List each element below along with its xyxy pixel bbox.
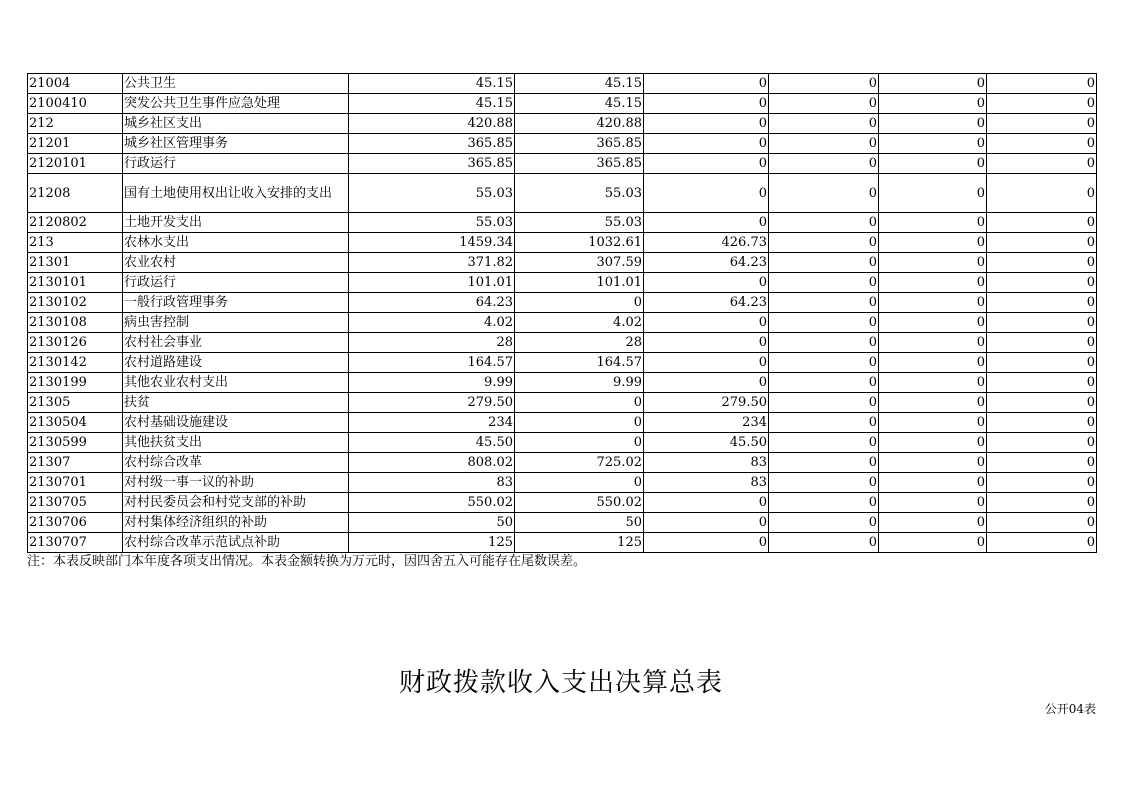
table-row bbox=[28, 74, 1097, 94]
table-row bbox=[28, 433, 1097, 453]
table-row bbox=[28, 493, 1097, 513]
table-row bbox=[28, 134, 1097, 154]
amount-cell: 0 bbox=[879, 154, 987, 174]
table-row bbox=[28, 513, 1097, 533]
subject-name-cell: 农业农村 bbox=[123, 253, 349, 273]
amount-cell: 0 bbox=[879, 253, 987, 273]
amount-cell: 0 bbox=[515, 433, 644, 453]
amount-cell: 0 bbox=[879, 134, 987, 154]
amount-cell: 28 bbox=[349, 333, 515, 353]
amount-cell: 426.73 bbox=[644, 233, 769, 253]
subject-code-cell: 2100410 bbox=[28, 94, 123, 114]
table-row bbox=[28, 293, 1097, 313]
amount-cell: 0 bbox=[987, 513, 1097, 533]
amount-cell: 0 bbox=[769, 453, 879, 473]
amount-cell: 0 bbox=[987, 134, 1097, 154]
subject-code-cell: 2130705 bbox=[28, 493, 123, 513]
table-row bbox=[28, 154, 1097, 174]
amount-cell: 0 bbox=[987, 74, 1097, 94]
amount-cell: 45.50 bbox=[349, 433, 515, 453]
amount-cell: 9.99 bbox=[515, 373, 644, 393]
subject-name-cell: 其他扶贫支出 bbox=[123, 433, 349, 453]
amount-cell: 0 bbox=[644, 353, 769, 373]
amount-cell: 0 bbox=[879, 413, 987, 433]
amount-cell: 55.03 bbox=[515, 213, 644, 233]
subject-name-cell: 其他农业农村支出 bbox=[123, 373, 349, 393]
amount-cell: 125 bbox=[515, 533, 644, 553]
table-row bbox=[28, 174, 1097, 213]
amount-cell: 234 bbox=[644, 413, 769, 433]
amount-cell: 45.15 bbox=[515, 74, 644, 94]
amount-cell: 365.85 bbox=[349, 154, 515, 174]
amount-cell: 0 bbox=[987, 313, 1097, 333]
amount-cell: 0 bbox=[987, 453, 1097, 473]
amount-cell: 0 bbox=[987, 493, 1097, 513]
table-row bbox=[28, 114, 1097, 134]
amount-cell: 0 bbox=[987, 253, 1097, 273]
amount-cell: 0 bbox=[769, 213, 879, 233]
subject-code-cell: 2130101 bbox=[28, 273, 123, 293]
amount-cell: 0 bbox=[987, 393, 1097, 413]
amount-cell: 0 bbox=[769, 233, 879, 253]
amount-cell: 420.88 bbox=[349, 114, 515, 134]
amount-cell: 0 bbox=[987, 94, 1097, 114]
subject-name-cell: 城乡社区管理事务 bbox=[123, 134, 349, 154]
amount-cell: 0 bbox=[769, 353, 879, 373]
subject-code-cell: 2120101 bbox=[28, 154, 123, 174]
subject-code-cell: 2120802 bbox=[28, 213, 123, 233]
subject-name-cell: 对村级一事一议的补助 bbox=[123, 473, 349, 493]
amount-cell: 0 bbox=[987, 413, 1097, 433]
amount-cell: 45.50 bbox=[644, 433, 769, 453]
amount-cell: 0 bbox=[769, 253, 879, 273]
amount-cell: 45.15 bbox=[349, 94, 515, 114]
amount-cell: 0 bbox=[987, 154, 1097, 174]
subject-name-cell: 公共卫生 bbox=[123, 74, 349, 94]
amount-cell: 550.02 bbox=[515, 493, 644, 513]
table-row bbox=[28, 533, 1097, 553]
amount-cell: 0 bbox=[879, 453, 987, 473]
amount-cell: 0 bbox=[769, 114, 879, 134]
next-table-title: 财政拨款收入支出决算总表 bbox=[398, 668, 723, 698]
amount-cell: 28 bbox=[515, 333, 644, 353]
amount-cell: 0 bbox=[879, 333, 987, 353]
table-row bbox=[28, 233, 1097, 253]
amount-cell: 64.23 bbox=[644, 253, 769, 273]
amount-cell: 0 bbox=[644, 74, 769, 94]
subject-code-cell: 2130706 bbox=[28, 513, 123, 533]
amount-cell: 0 bbox=[987, 114, 1097, 134]
subject-name-cell: 病虫害控制 bbox=[123, 313, 349, 333]
amount-cell: 0 bbox=[769, 393, 879, 413]
table-row bbox=[28, 253, 1097, 273]
amount-cell: 125 bbox=[349, 533, 515, 553]
amount-cell: 101.01 bbox=[349, 273, 515, 293]
subject-code-cell: 21208 bbox=[28, 174, 123, 213]
subject-code-cell: 2130126 bbox=[28, 333, 123, 353]
subject-code-cell: 21301 bbox=[28, 253, 123, 273]
amount-cell: 0 bbox=[644, 333, 769, 353]
amount-cell: 0 bbox=[987, 273, 1097, 293]
amount-cell: 0 bbox=[644, 174, 769, 213]
amount-cell: 9.99 bbox=[349, 373, 515, 393]
amount-cell: 0 bbox=[515, 473, 644, 493]
amount-cell: 0 bbox=[515, 413, 644, 433]
table-body bbox=[28, 74, 1097, 553]
subject-name-cell: 农村道路建设 bbox=[123, 353, 349, 373]
amount-cell: 0 bbox=[987, 473, 1097, 493]
amount-cell: 0 bbox=[515, 293, 644, 313]
amount-cell: 0 bbox=[769, 134, 879, 154]
amount-cell: 0 bbox=[879, 493, 987, 513]
amount-cell: 0 bbox=[879, 233, 987, 253]
amount-cell: 0 bbox=[987, 174, 1097, 213]
subject-code-cell: 2130102 bbox=[28, 293, 123, 313]
amount-cell: 0 bbox=[644, 373, 769, 393]
subject-code-cell: 2130504 bbox=[28, 413, 123, 433]
table-row bbox=[28, 473, 1097, 493]
amount-cell: 0 bbox=[644, 114, 769, 134]
subject-code-cell: 2130599 bbox=[28, 433, 123, 453]
amount-cell: 307.59 bbox=[515, 253, 644, 273]
amount-cell: 0 bbox=[879, 533, 987, 553]
amount-cell: 50 bbox=[349, 513, 515, 533]
amount-cell: 0 bbox=[644, 134, 769, 154]
amount-cell: 0 bbox=[644, 273, 769, 293]
amount-cell: 0 bbox=[769, 433, 879, 453]
amount-cell: 0 bbox=[879, 293, 987, 313]
amount-cell: 0 bbox=[987, 353, 1097, 373]
amount-cell: 0 bbox=[987, 433, 1097, 453]
table-row bbox=[28, 313, 1097, 333]
subject-code-cell: 21004 bbox=[28, 74, 123, 94]
subject-code-cell: 212 bbox=[28, 114, 123, 134]
amount-cell: 0 bbox=[769, 74, 879, 94]
amount-cell: 4.02 bbox=[349, 313, 515, 333]
form-number: 公开04表 bbox=[1044, 702, 1096, 716]
amount-cell: 0 bbox=[769, 94, 879, 114]
subject-name-cell: 土地开发支出 bbox=[123, 213, 349, 233]
amount-cell: 0 bbox=[879, 433, 987, 453]
amount-cell: 0 bbox=[879, 114, 987, 134]
amount-cell: 0 bbox=[644, 533, 769, 553]
subject-name-cell: 农村综合改革示范试点补助 bbox=[123, 533, 349, 553]
amount-cell: 83 bbox=[349, 473, 515, 493]
amount-cell: 0 bbox=[644, 154, 769, 174]
subject-name-cell: 行政运行 bbox=[123, 273, 349, 293]
amount-cell: 0 bbox=[769, 513, 879, 533]
amount-cell: 725.02 bbox=[515, 453, 644, 473]
amount-cell: 0 bbox=[769, 313, 879, 333]
amount-cell: 365.85 bbox=[515, 154, 644, 174]
amount-cell: 164.57 bbox=[515, 353, 644, 373]
amount-cell: 0 bbox=[769, 373, 879, 393]
amount-cell: 164.57 bbox=[349, 353, 515, 373]
amount-cell: 55.03 bbox=[515, 174, 644, 213]
subject-code-cell: 2130707 bbox=[28, 533, 123, 553]
subject-code-cell: 2130108 bbox=[28, 313, 123, 333]
amount-cell: 0 bbox=[879, 373, 987, 393]
amount-cell: 64.23 bbox=[644, 293, 769, 313]
subject-name-cell: 一般行政管理事务 bbox=[123, 293, 349, 313]
subject-name-cell: 农村社会事业 bbox=[123, 333, 349, 353]
table-row bbox=[28, 453, 1097, 473]
amount-cell: 0 bbox=[769, 174, 879, 213]
amount-cell: 55.03 bbox=[349, 174, 515, 213]
subject-name-cell: 扶贫 bbox=[123, 393, 349, 413]
subject-code-cell: 21307 bbox=[28, 453, 123, 473]
table-row bbox=[28, 94, 1097, 114]
amount-cell: 0 bbox=[879, 94, 987, 114]
amount-cell: 50 bbox=[515, 513, 644, 533]
amount-cell: 45.15 bbox=[349, 74, 515, 94]
subject-code-cell: 2130701 bbox=[28, 473, 123, 493]
subject-code-cell: 2130199 bbox=[28, 373, 123, 393]
amount-cell: 0 bbox=[987, 293, 1097, 313]
amount-cell: 550.02 bbox=[349, 493, 515, 513]
subject-code-cell: 21305 bbox=[28, 393, 123, 413]
amount-cell: 420.88 bbox=[515, 114, 644, 134]
amount-cell: 101.01 bbox=[515, 273, 644, 293]
amount-cell: 365.85 bbox=[349, 134, 515, 154]
amount-cell: 0 bbox=[879, 74, 987, 94]
subject-name-cell: 对村集体经济组织的补助 bbox=[123, 513, 349, 533]
amount-cell: 0 bbox=[987, 233, 1097, 253]
subject-code-cell: 2130142 bbox=[28, 353, 123, 373]
subject-name-cell: 农村基础设施建设 bbox=[123, 413, 349, 433]
table-row bbox=[28, 353, 1097, 373]
amount-cell: 0 bbox=[644, 513, 769, 533]
subject-code-cell: 21201 bbox=[28, 134, 123, 154]
amount-cell: 0 bbox=[879, 174, 987, 213]
amount-cell: 83 bbox=[644, 453, 769, 473]
amount-cell: 0 bbox=[987, 333, 1097, 353]
amount-cell: 0 bbox=[879, 393, 987, 413]
amount-cell: 279.50 bbox=[644, 393, 769, 413]
subject-name-cell: 突发公共卫生事件应急处理 bbox=[123, 94, 349, 114]
amount-cell: 1459.34 bbox=[349, 233, 515, 253]
amount-cell: 0 bbox=[769, 493, 879, 513]
amount-cell: 0 bbox=[769, 154, 879, 174]
amount-cell: 0 bbox=[769, 533, 879, 553]
subject-name-cell: 国有土地使用权出让收入安排的支出 bbox=[123, 174, 349, 213]
amount-cell: 0 bbox=[879, 313, 987, 333]
subject-name-cell: 对村民委员会和村党支部的补助 bbox=[123, 493, 349, 513]
table-row bbox=[28, 213, 1097, 233]
amount-cell: 234 bbox=[349, 413, 515, 433]
amount-cell: 0 bbox=[769, 273, 879, 293]
amount-cell: 0 bbox=[879, 353, 987, 373]
amount-cell: 0 bbox=[515, 393, 644, 413]
amount-cell: 0 bbox=[879, 473, 987, 493]
amount-cell: 808.02 bbox=[349, 453, 515, 473]
amount-cell: 0 bbox=[644, 493, 769, 513]
amount-cell: 0 bbox=[987, 213, 1097, 233]
amount-cell: 0 bbox=[769, 473, 879, 493]
amount-cell: 0 bbox=[987, 373, 1097, 393]
expenditure-table bbox=[27, 73, 1097, 553]
table-row bbox=[28, 393, 1097, 413]
subject-code-cell: 213 bbox=[28, 233, 123, 253]
amount-cell: 365.85 bbox=[515, 134, 644, 154]
subject-name-cell: 农林水支出 bbox=[123, 233, 349, 253]
table-row bbox=[28, 273, 1097, 293]
amount-cell: 0 bbox=[644, 94, 769, 114]
subject-name-cell: 行政运行 bbox=[123, 154, 349, 174]
amount-cell: 83 bbox=[644, 473, 769, 493]
amount-cell: 0 bbox=[879, 513, 987, 533]
subject-name-cell: 农村综合改革 bbox=[123, 453, 349, 473]
amount-cell: 0 bbox=[987, 533, 1097, 553]
table-note: 注：本表反映部门本年度各项支出情况。本表金额转换为万元时，因四舍五入可能存在尾数误差。 bbox=[27, 554, 587, 569]
amount-cell: 0 bbox=[769, 413, 879, 433]
table-row bbox=[28, 333, 1097, 353]
amount-cell: 0 bbox=[879, 273, 987, 293]
amount-cell: 371.82 bbox=[349, 253, 515, 273]
amount-cell: 0 bbox=[644, 213, 769, 233]
subject-name-cell: 城乡社区支出 bbox=[123, 114, 349, 134]
amount-cell: 64.23 bbox=[349, 293, 515, 313]
amount-cell: 0 bbox=[644, 313, 769, 333]
table-row bbox=[28, 373, 1097, 393]
amount-cell: 45.15 bbox=[515, 94, 644, 114]
amount-cell: 0 bbox=[769, 333, 879, 353]
amount-cell: 279.50 bbox=[349, 393, 515, 413]
amount-cell: 0 bbox=[879, 213, 987, 233]
amount-cell: 0 bbox=[769, 293, 879, 313]
amount-cell: 55.03 bbox=[349, 213, 515, 233]
table-row bbox=[28, 413, 1097, 433]
amount-cell: 1032.61 bbox=[515, 233, 644, 253]
amount-cell: 4.02 bbox=[515, 313, 644, 333]
